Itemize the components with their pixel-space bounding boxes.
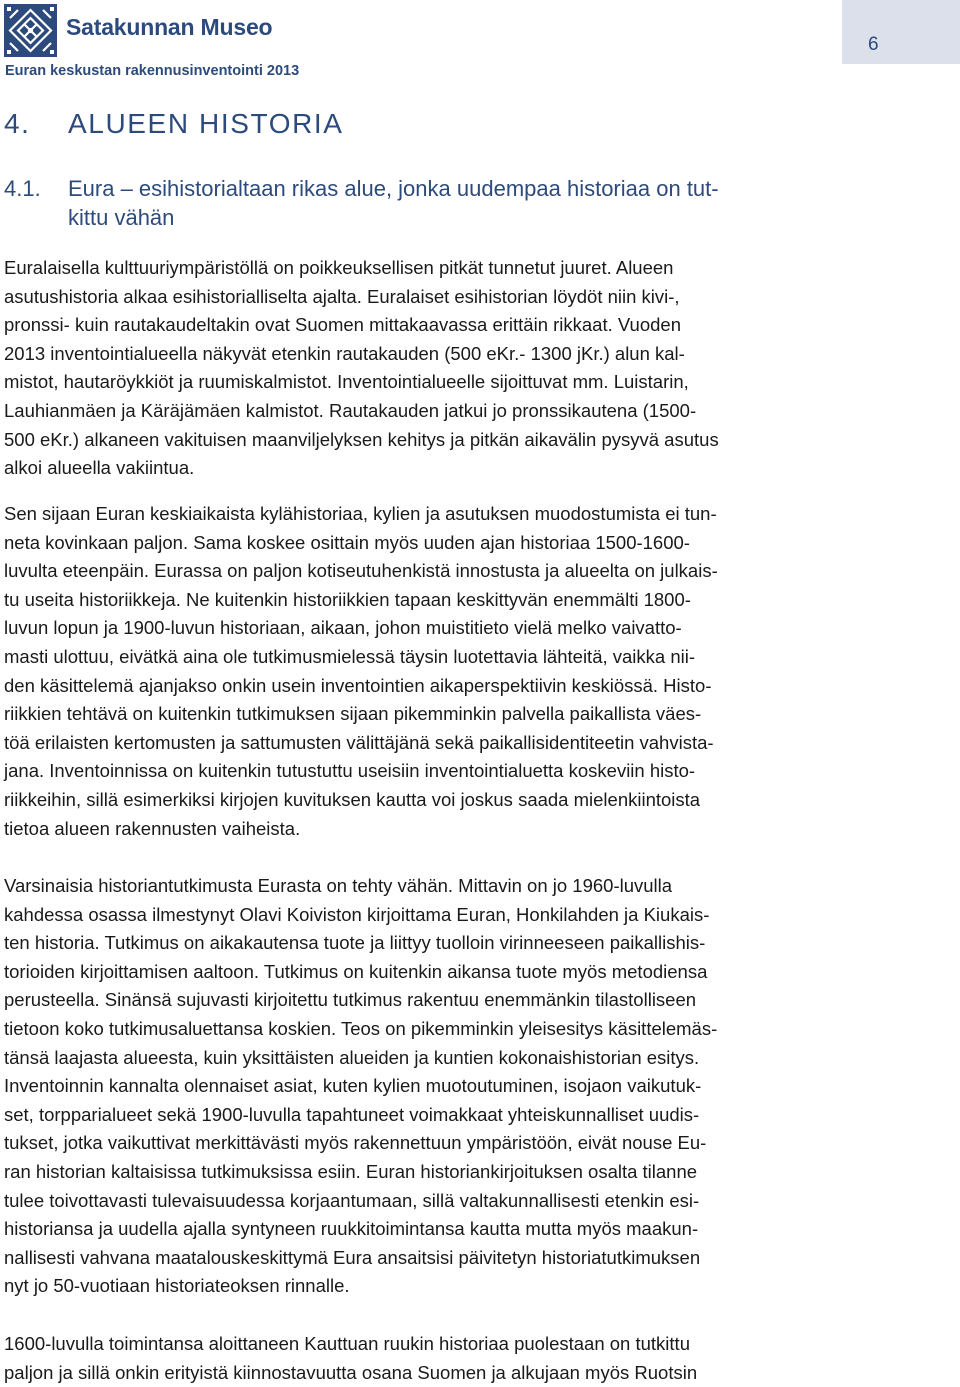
paragraph-line: 2013 inventointialueella näkyvät etenkin rautakauden (500 eKr.- 1300 jKr.) alun kal- [4, 342, 685, 364]
paragraph-line: nallisesti vahvana maatalouskeskittymä Eura ansaitsisi päivitetyn historiatutkimuksen [4, 1246, 701, 1268]
paragraph-line: tukset, jotka vaikuttivat merkittävästi myös rakennettuun ympäristöön, eivät nouse Eu- [4, 1132, 707, 1154]
paragraph-line: nyt jo 50-vuotiaan historiateoksen rinnalle. [4, 1275, 350, 1297]
paragraph-line: set, torpparialueet sekä 1900-luvulla tapahtuneet voimakkaat yhteiskunnalliset uudis- [4, 1103, 700, 1125]
paragraph-line: pronssi- kuin rautakaudeltakin ovat Suomen mittakaavassa erittäin rikkaat. Vuoden [4, 314, 681, 336]
paragraph-line: paljon ja sillä onkin erityistä kiinnostavuutta osana Suomen ja alkujaan myös Ruotsin [4, 1361, 698, 1383]
paragraph-line: ten historia. Tutkimus on aikakautensa tuote ja liittyy tuolloin virinneeseen paikallishis- [4, 932, 706, 954]
paragraph-line: perusteella. Sinänsä sujuvasti kirjoitettu tutkimus rakentuu enemmänkin tilastolliseen [4, 989, 697, 1011]
paragraph-line: masti ulottuu, eivätkä aina ole tutkimusmielessä täysin luotettavia lähteitä, vaikka nii- [4, 645, 696, 667]
paragraph-line: tietoon koko tutkimusaluettansa koskien. Teos on pikemminkin yleisesitys käsittelemäs- [4, 1017, 718, 1039]
section-heading [4, 108, 344, 140]
paragraph-line: luvun lopun ja 1900-luvun historiaan, aikaan, johon muistitieto vielä melko vaivatto- [4, 617, 682, 639]
paragraph-line: riikkeihin, sillä esimerkiksi kirjojen kuvituksen kautta voi joskus saada mielenkiintoista [4, 788, 701, 810]
paragraph-line: Lauhianmäen ja Käräjämäen kalmistot. Rautakauden jatkui jo pronssikautena (1500- [4, 399, 697, 421]
page-number: 6 [868, 34, 879, 55]
section-number: 4. [4, 108, 31, 139]
paragraph-line: mistot, hautaröykkiöt ja ruumiskalmistot. Inventointialueelle sijoittuvat mm. Luistarin, [4, 371, 689, 393]
page-number-tab [842, 0, 960, 64]
paragraph [4, 500, 954, 843]
paragraph-line: ran historian kaltaisissa tutkimuksissa esiin. Euran historiankirjoituksen osalta tilanne [4, 1160, 698, 1182]
paragraph [4, 254, 954, 483]
paragraph-line: historiansa ja uudella ajalla syntyneen ruukkitoimintansa kautta mutta myös maakun- [4, 1218, 699, 1240]
museum-logo-text: Satakunnan Museo [66, 14, 273, 40]
paragraph-line: neta kovinkaan paljon. Sama koskee osittain myös uuden ajan historiaa 1500-1600- [4, 531, 690, 553]
document-subtitle: Euran keskustan rakennusinventointi 2013 [5, 63, 300, 79]
paragraph-line: alkoi alueella vakiintua. [4, 457, 195, 479]
paragraph-line: 1600-luvulla toimintansa aloittaneen Kauttuan ruukin historiaa puolestaan on tutkittu [4, 1333, 690, 1354]
subsection-title: Eura – esihistorialtaan rikas alue, jonka uudempaa historiaa on tut- kittu vähän [68, 176, 719, 230]
section-title: ALUEEN HISTORIA [68, 108, 344, 139]
paragraph-line: Sen sijaan Euran keskiaikaista kylähistoriaa, kylien ja asutuksen muodostumista ei tun- [4, 503, 717, 524]
subsection-heading [4, 174, 904, 232]
paragraph-line: töä erilaisten kertomusten ja sattumusten välittäjänä sekä paikallisidentiteetin vahvista- [4, 731, 714, 753]
paragraph-line: luvulta eteenpäin. Eurassa on paljon kotiseutuhenkistä innostusta ja alueelta on julkais- [4, 560, 718, 582]
paragraph-line: asutushistoria alkaa esihistorialliselta ajalta. Euralaiset esihistorian löydöt niin kivi-, [4, 285, 680, 307]
paragraph-line: tänsä laajasta alueesta, kuin yksittäisten alueiden ja kuntien kokonaishistorian esitys. [4, 1046, 700, 1068]
paragraph-line: torioiden kirjoittamisen aaltoon. Tutkimus on kuitenkin aikansa tuote myös metodiensa [4, 960, 708, 982]
paragraph-line: tulee toivottavasti tulevaisuudessa korjaantumaan, sillä valtakunnallisesti etenkin esi- [4, 1189, 700, 1211]
paragraph-line: Inventoinnin kannalta olennaiset asiat, kuten kylien muotoutuminen, isojaon vaikutuk- [4, 1075, 702, 1097]
paragraph-line: Euralaisella kulttuuriympäristöllä on poikkeuksellisen pitkät tunnetut juuret. Alueen [4, 257, 674, 278]
paragraph-line: jana. Inventoinnissa on kuitenkin tutustuttu useisiin inventointialuetta koskeviin histo- [4, 760, 696, 782]
paragraph [4, 1330, 954, 1387]
paragraph-line: tu useita historiikkeja. Ne kuitenkin historiikkien tapaan keskittyvän enemmälti 1800- [4, 588, 691, 610]
paragraph [4, 872, 954, 1301]
subsection-number: 4.1. [4, 176, 41, 201]
paragraph-line: riikkien tehtävä on kuitenkin tutkimuksen sijaan pikemminkin palvella paikallista väes- [4, 703, 702, 725]
paragraph-line: kahdessa osassa ilmestynyt Olavi Koiviston kirjoittama Euran, Honkilahden ja Kiukais- [4, 903, 710, 925]
page-header [0, 0, 960, 90]
paragraph-line: Varsinaisia historiantutkimusta Eurasta on tehty vähän. Mittavin on jo 1960-luvulla [4, 875, 673, 896]
paragraph-line: 500 eKr.) alkaneen vakituisen maanviljelyksen kehitys ja pitkän aikavälin pysyvä asutus [4, 428, 719, 450]
paragraph-line: tietoa alueen rakennusten vaiheista. [4, 817, 301, 839]
satakunnan-museo-logo-icon [4, 4, 57, 57]
paragraph-line: den käsittelemä ajanjakso onkin usein inventointien aikaperspektiivin keskiössä. Histo- [4, 674, 712, 696]
